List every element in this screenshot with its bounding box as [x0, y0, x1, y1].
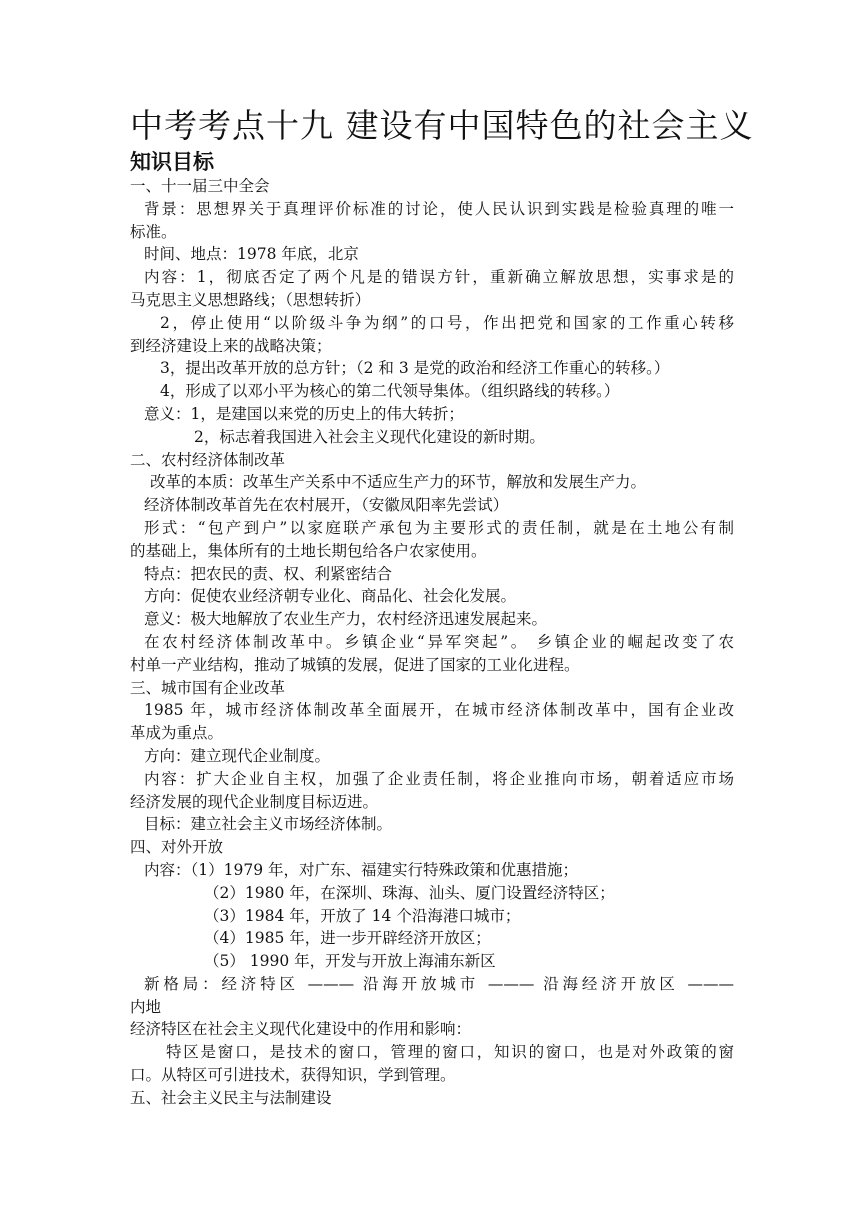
text-line: 革成为重点。	[130, 724, 224, 743]
text-line: 的基础上，集体所有的土地长期包给各户农家使用。	[130, 541, 487, 560]
section-heading: 知识目标	[130, 150, 214, 174]
text-line: 村单一产业结构，推动了城镇的发展，促进了国家的工业化进程。	[130, 655, 580, 674]
text-line: 四、对外开放	[130, 838, 224, 857]
text-line: 一、十一届三中全会	[130, 177, 270, 195]
text-line: 内容：扩大企业自主权，加强了企业责任制，将企业推向市场，朝着适应市场	[144, 769, 734, 788]
text-line: 三、城市国有企业改革	[130, 678, 286, 697]
text-line: 特点：把农民的责、权、利紧密结合	[144, 564, 393, 583]
text-line: 内容：1，彻底否定了两个凡是的错误方针，重新确立解放思想，实事求是的	[144, 268, 734, 287]
text-line: 改革的本质：改革生产关系中不适应生产力的环节，解放和发展生产力。	[150, 473, 647, 492]
text-line: 方向：促使农业经济朝专业化、商品化、社会化发展。	[144, 587, 517, 606]
text-line: 五、社会主义民主与法制建设	[130, 1088, 332, 1107]
page-title: 中考考点十九 建设有中国特色的社会主义	[130, 106, 754, 145]
text-line: 经济体制改革首先在农村展开，（安徽凤阳率先尝试）	[144, 496, 509, 515]
text-line: 方向：建立现代企业制度。	[144, 746, 331, 765]
text-line: 意义：1，是建国以来党的历史上的伟大转折；	[144, 404, 464, 423]
text-line: （3）1984 年，开放了 14 个沿海港口城市；	[204, 906, 521, 925]
text-line: 3，提出改革开放的总方针；（2 和 3 是党的政治和经济工作重心的转移。）	[160, 359, 670, 378]
text-line: 在农村经济体制改革中。乡镇企业“异军突起”。 乡镇企业的崛起改变了农	[144, 632, 734, 651]
text-line: 意义：极大地解放了农业生产力，农村经济迅速发展起来。	[144, 610, 548, 629]
text-line: 内容：（1）1979 年，对广东、福建实行特殊政策和优惠措施；	[144, 860, 578, 879]
text-line: 特区是窗口，是技术的窗口，管理的窗口，知识的窗口，也是对外政策的窗	[166, 1043, 734, 1062]
text-line: 内地	[130, 997, 162, 1016]
text-line: 目标：建立社会主义市场经济体制。	[144, 815, 393, 834]
text-line: 到经济建设上来的战略决策；	[130, 336, 332, 355]
text-line: 二、农村经济体制改革	[130, 450, 286, 469]
text-line: 2，标志着我国进入社会主义现代化建设的新时期。	[194, 427, 545, 446]
text-line: 2，停止使用“以阶级斗争为纲”的口号，作出把党和国家的工作重心转移	[160, 313, 734, 332]
text-line: 1985 年，城市经济体制改革全面展开，在城市经济体制改革中，国有企业改	[144, 701, 734, 720]
text-line: 新格局：经济特区 ——— 沿海开放城市 ——— 沿海经济开放区 ———	[144, 974, 734, 993]
text-line: （2）1980 年，在深圳、珠海、汕头、厦门设置经济特区；	[204, 883, 615, 902]
text-line: 经济发展的现代企业制度目标迈进。	[130, 792, 379, 811]
text-line: 口。从特区可引进技术，获得知识，学到管理。	[130, 1066, 456, 1085]
text-line: 形式：“包产到户”以家庭联产承包为主要形式的责任制，就是在土地公有制	[144, 518, 734, 537]
text-line: 背景：思想界关于真理评价标准的讨论，使人民认识到实践是检验真理的唯一	[144, 199, 734, 218]
text-line: 时间、地点：1978 年底，北京	[144, 245, 359, 264]
text-line: 马克思主义思想路线；（思想转折）	[130, 290, 371, 309]
text-line: （5） 1990 年，开发与开放上海浦东新区	[204, 952, 496, 971]
text-line: 4，形成了以邓小平为核心的第二代领导集体。（组织路线的转移。）	[160, 382, 620, 401]
document-body	[130, 175, 734, 1110]
text-line: （4）1985 年，进一步开辟经济开放区；	[204, 929, 491, 948]
text-line: 经济特区在社会主义现代化建设中的作用和影响：	[130, 1020, 472, 1039]
text-line: 标准。	[130, 222, 177, 241]
